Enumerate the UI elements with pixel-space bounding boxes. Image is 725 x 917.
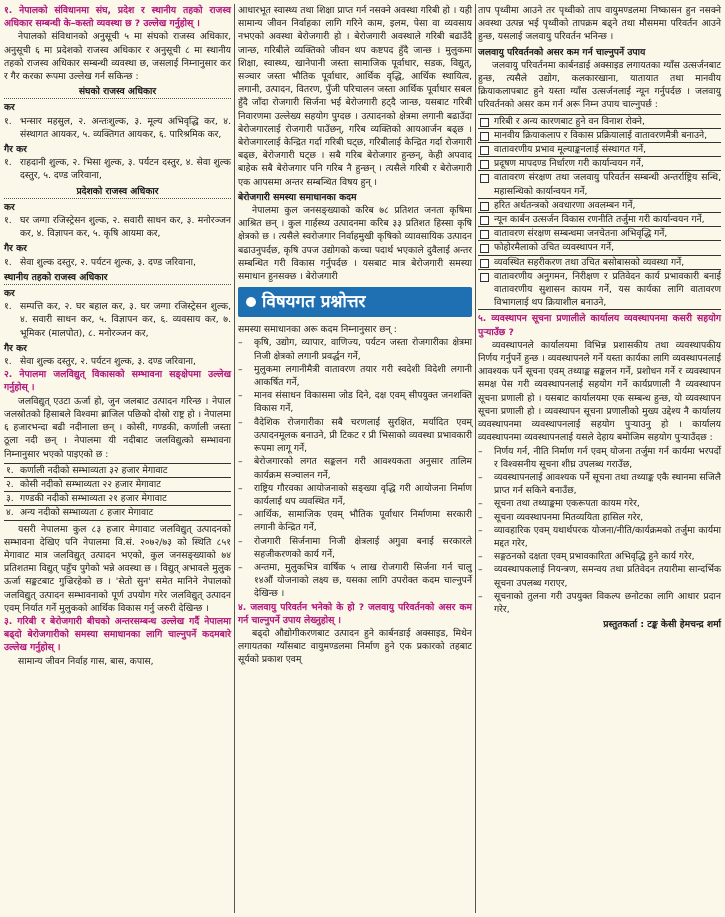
list-item: हरित अर्थतन्त्रको अवधारणा अवलम्बन गर्ने, (478, 199, 721, 213)
question-2: २. नेपालमा जलविद्युत् विकासको सम्भावना सङ्क्षेपमा उल्लेख गर्नुहोस् । (4, 369, 231, 394)
label-kar: कर (4, 102, 15, 114)
checkbox-icon (480, 230, 489, 239)
list-item: वातावरण संरक्षण तथा जलवायु परिवर्तन सम्बन्धी अन्तर्राष्ट्रिय सन्धि, महासन्धिको कार्यान्वयन गर्ने, (478, 171, 721, 198)
list-item: व्यवस्थित सहरीकरण तथा उचित बसोबासको व्यवस्था गर्ने, (478, 256, 721, 270)
bullet-icon (246, 297, 256, 307)
hydro-table (4, 463, 231, 521)
list-item: – आर्थिक, सामाजिक एवम् भौतिक पूर्वाधार निर्माणमा सरकारी लगानी केन्द्रित गर्ने, (238, 509, 472, 534)
list-item: – सूचना तथा तथ्याङ्कमा एकरूपता कायम गरेर, (478, 498, 640, 510)
list-item: मानवीय क्रियाकलाप र विकास प्रक्रियालाई वातावरणमैत्री बनाउने, (478, 129, 721, 143)
list-item: १. सेवा शुल्क दस्तुर, २. पर्यटन शुल्क, ३. दण्ड जरिवाना, (4, 256, 196, 268)
list-item: गरिबी र अन्य कारणबाट हुने वन विनाश रोक्ने, (478, 115, 721, 129)
list-item: – व्यवस्थापनलाई आवश्यक पर्ने सूचना तथा तथ्याङ्क एकै स्थानमा सजिलै प्राप्त गर्न सकिने बनाउँछ, (478, 471, 721, 497)
list-item: – व्यवस्थापकलाई नियन्त्रण, समन्वय तथा प्रतिवेदन तयारीमा सान्दर्भिक सूचना उपलब्ध गराएर, (478, 564, 721, 589)
paragraph: व्यवस्थापनले कार्यालयमा विभिन्न प्रशासकीय तथा व्यवस्थापकीय निर्णय गर्नुपर्ने हुन्छ । व्यवस्थापनले गर्ने यस्ता कार्यका लागि व्यवस्थापनलाई आवश्यक पर्ने सूचना एवम् तथ्याङ्क सङ्कलन गर्ने, प्रशोधन गर्ने र व्यवस्थापन समक्ष पेस गरी व्यवस्थापनलाई सहयोग गर्ने कार्यप्रणाली नै व्यवस्थापन सूचना प्रणाली हो । यसबाट कार्यालयमा एक सम्बन्ध हुन्छ, यो व्यवस्थापन सूचना प्रणाली हो । व्यवस्थापन सूचना प्रणालीको मुख्य उद्देश्य नै कार्यालय व्यवस्थापनमा व्यवस्थापनलाई सहयोग पुऱ्याउनु हो । कार्यालय व्यवस्थापनमा व्यवस्थापनलाई यसले देहाय बमोजिम सहयोग पुऱ्याउँदछ : (478, 339, 721, 444)
question-5: ५. व्यवस्थापन सूचना प्रणालीले कार्यालय व्यवस्थापनमा कसरी सहयोग पुऱ्याउँछ ? (478, 313, 721, 338)
list-item: – सूचना व्यवस्थापनमा मितव्ययिता हासिल गरेर, (478, 511, 644, 523)
checkbox-icon (480, 174, 489, 183)
heading-sangh: संघको राजस्व अधिकार (4, 85, 231, 99)
paragraph: आधारभूत स्वास्थ्य तथा शिक्षा प्राप्त गर्न नसक्ने अवस्था गरिबी हो । यही सामान्य जीवन निर्वाहका लागि गरिने काम, इलम, पेसा वा व्यवसाय नभएको अवस्था बेरोजगारी हो । बेरोजगारी अवस्थाले गरिबी बढाउँदै जान्छ, गरिबीले व्यक्तिको जीवन थप कष्टपद हुँदै जान्छ । मुलुकमा शिक्षा, स्वास्थ्य, खानेपानी जस्ता सामाजिक पूर्वाधार, सडक, विद्युत्, सञ्चार जस्ता भौतिक पूर्वाधार, आर्थिक वृद्धि, आर्थिक स्थायित्व, लगानी, उत्पादन, वितरण, पुँजी परिचालन जस्ता आर्थिक पूर्वाधार सबल हुँदै जाँदा रोजगारी सिर्जना भई बेरोजगारी हट्दै जान्छ, यसबाट गरिबी निवारणमा उल्लेख्य सहयोग पुग्दछ । उत्पादनको क्षेत्रमा लगानी बढाउँदा बेरोजगारलाई रोजगारी पाउँछन्, गरिब व्यक्तिको आयआर्जन बढ्छ । बेरोजगारलाई केन्द्रित गर्दा गरिबी घट्छ, गरिबीलाई केन्द्रित गर्दा रोजगारी बढ्छ, बेरोजगारी घट्छ । सबै गरिब बेरोजगार हुन्छन्, केही अपवाद बाहेक सबै बेरोजगार पनि गरिब नै हुन्छन् । त्यसैले गरिबी र बेरोजगारी एक आपसमा अन्तर सम्बन्धित विषय हुन् । (238, 5, 472, 188)
checkbox-icon (480, 244, 489, 253)
table-row: ३. गण्डकी नदीको सम्भाव्यता २१ हजार मेगावाट (4, 492, 231, 506)
table-row: ४. अन्य नदीको सम्भाव्यता ८ हजार मेगावाट (4, 506, 231, 520)
checkbox-icon (480, 132, 489, 141)
list-item: १. सेवा शुल्क दस्तुर, २. पर्यटन शुल्क, ३. दण्ड जरिवाना, (4, 356, 196, 368)
checkbox-icon (480, 273, 489, 282)
heading-sthaniya: स्थानीय तहको राजस्व अधिकार (4, 271, 231, 285)
paragraph: नेपालको संविधानको अनुसूची ५ मा संघको राजस्व अधिकार, अनुसूची ६ मा प्रदेशको राजस्व अधिकार र अनुसूची ८ मा स्थानीय तहको राजस्व अधिकार सम्बन्धी व्यवस्था छ, जसलाई निम्नानुसार कर र गैर करका रूपमा उल्लेख गर्न सकिन्छ : (4, 31, 231, 83)
table-row: २. कोसी नदीको सम्भाव्यता २२ हजार मेगावाट (4, 478, 231, 492)
heading-pradesh: प्रदेशको राजस्व अधिकार (4, 185, 231, 199)
heading-climate-steps: जलवायु परिवर्तनको असर कम गर्न चाल्नुपर्ने उपाय (478, 46, 646, 58)
checkbox-icon (480, 259, 489, 268)
list-item: – कृषि, उद्योग, व्यापार, वाणिज्य, पर्यटन जस्ता रोजगारीका क्षेत्रमा निजी क्षेत्रको लगानी प्रवर्द्धन गर्ने, (238, 337, 472, 362)
list-item: १. भन्सार महसुल, २. अन्तःशुल्क, ३. मूल्य अभिवृद्धि कर, ४. संस्थागत आयकर, ५. व्यक्तिगत आयकर, ६. पारिश्रमिक कर, (4, 115, 231, 140)
list-item: वातावरण संरक्षण सम्बन्धमा जनचेतना अभिवृद्धि गर्ने, (478, 227, 721, 241)
label-kar: कर (4, 288, 15, 300)
heading-unemployment-steps: बेरोजगारी समस्या समाधानका कदम (238, 191, 357, 203)
paragraph: जलविद्युत् एउटा ऊर्जा हो, जुन जलबाट उत्पादन गरिन्छ । नेपाल जलस्रोतको हिसाबले विश्वमा ब्राजिल पछिको दोस्रो राष्ट्र हो । नेपालमा ६ हजारभन्दा बढी नदीनाला छन् । कोसी, गण्डकी, कर्णाली जस्ता ठूला नदी छन् । नेपालमा यी नदीबाट जलविद्युत्को सम्भावना निम्नानुसार भएको पाइएको छ : (4, 395, 231, 460)
column-1 (4, 4, 231, 668)
checkbox-icon (480, 146, 489, 155)
list-item: १. राहदानी शुल्क, २. भिसा शुल्क, ३. पर्यटन दस्तुर, ४. सेवा शुल्क दस्तुर, ५. दण्ड जरिवाना, (4, 157, 231, 182)
table-row: १. कर्णाली नदीको सम्भाव्यता ३२ हजार मेगावाट (4, 464, 231, 478)
list-item: – निर्णय गर्न, नीति निर्माण गर्न एवम् योजना तर्जुमा गर्न कार्यमा भरपर्दो र विश्वसनीय सूचना शीघ्र उपलब्ध गराउँछ, (478, 445, 721, 470)
list-item: न्यून कार्बन उत्सर्जन विकास रणनीति तर्जुमा गरी कार्यान्वयन गर्ने, (478, 213, 721, 227)
checkbox-icon (480, 160, 489, 169)
label-gaikar: गैर कर (4, 342, 27, 354)
paragraph: समस्या समाधानका अरू कदम निम्नानुसार छन् : (238, 324, 397, 336)
paragraph: नेपालमा कुल जनसङ्ख्याको करिब ७८ प्रतिशत जनता कृषिमा आश्रित छन् । कुल गार्हस्थ्य उत्पादनमा करिब ३३ प्रतिशत हिस्सा कृषि क्षेत्रको छ । त्यसैले स्वरोजगार निर्वाहमुखी कृषिको व्यावसायिक उत्पादन बढाउनुपर्दछ, कृषि उपज उद्योगको कच्चा पदार्थ भएकाले दुवैलाई अन्तर सम्बन्धित गरी विकास गर्नुपर्दछ । यसबाट मात्र बेरोजगारी समस्या समाधान हुनसक्छ । बेरोजगारी (238, 205, 472, 283)
list-item: – सङ्गठनको दक्षता एवम् प्रभावकारिता अभिवृद्धि हुने कार्य गरेर, (478, 551, 695, 563)
list-item: – रोजगारी सिर्जनामा निजी क्षेत्रलाई अगुवा बनाई सरकारले सहजीकरणको कार्य गर्ने, (238, 535, 472, 560)
column-3 (478, 4, 721, 631)
list-item: – मुलुकमा लगानीमैत्री वातावरण तयार गरी स्वदेशी विदेशी लगानी आकर्षित गर्ने, (238, 363, 472, 389)
list-item: – अन्तमा, मुलुकभित्र वार्षिक ५ लाख रोजगारी सिर्जना गर्न चालु १४औं योजनाको लक्ष्य छ, यसका लागि उपरोक्त कदम चाल्नुपर्ने देखिन्छ । (238, 561, 472, 600)
list-item: – व्यावहारिक एवम् यथार्थपरक योजना/नीति/कार्यक्रमको तर्जुमा कार्यमा मद्दत गरेर, (478, 524, 721, 549)
list-item: – राष्ट्रिय गौरवका आयोजनाको सङ्ख्या वृद्धि गरी आयोजना निर्माण कार्यलाई थप व्यवस्थित गर्ने, (238, 482, 472, 507)
section-banner: विषयगत प्रश्नोत्तर (238, 287, 472, 317)
checkbox-icon (480, 202, 489, 211)
label-kar: कर (4, 201, 15, 213)
list-item: वातावरणीय अनुगमन, निरीक्षण र प्रतिवेदन कार्य प्रभावकारी बनाई वातावरणीय सुशासन कायम गर्ने, यस कार्यका लागि वातावरण विभागलाई थप क्रियाशील बनाउने, (478, 270, 721, 311)
column-divider (475, 4, 476, 913)
column-divider (234, 4, 235, 913)
list-item: – वैदेशिक रोजगारीका सबै चरणलाई सुरक्षित, मर्यादित एवम् उत्पादनमूलक बनाउने, प्री टिकट र प्री भिसाको व्यवस्था प्रभावकारी रूपमा लागू गर्ने, (238, 416, 472, 455)
checklist (478, 114, 721, 311)
list-item: – सूचनाको तुलना गरी उपयुक्त विकल्प छनोटका लागि आधार प्रदान गरेर, (478, 590, 721, 615)
paragraph: जलवायु परिवर्तनमा कार्बनडाई अक्साइड लगायतका ग्याँस उत्सर्जनबाट हुन्छ, त्यसैले उद्योग, कलकारखाना, यातायात तथा मानवीय क्रियाकलापबाट हुने यस्ता ग्याँस उत्सर्जनलाई न्यून गर्नुपर्दछ । जलवायु परिवर्तनको असर कम गर्न अरू निम्न उपाय चाल्नुपर्छ : (478, 59, 721, 111)
question-4: ४. जलवायु परिवर्तन भनेको के हो ? जलवायु परिवर्तनको असर कम गर्न चाल्नुपर्ने उपाय लेख्नुहोस् । (238, 601, 472, 626)
question-3: ३. गरिबी र बेरोजगारी बीचको अन्तरसम्बन्ध उल्लेख गर्दै नेपालमा बढ्दो बेरोजगारीको समस्या समाधानका लागि चाल्नुपर्ने कदमबारे उल्लेख गर्नुहोस् । (4, 615, 231, 654)
column-2 (238, 4, 472, 667)
label-gaikar: गैर कर (4, 243, 27, 255)
checkbox-icon (480, 118, 489, 127)
list-item: – बेरोजगारको लगत सङ्कलन गरी आवश्यकता अनुसार तालिम कार्यक्रम सञ्चालन गर्ने, (238, 456, 472, 481)
author-credit: प्रस्तुतकर्ता : टङ्क केसी हेमचन्द्र शर्मा (603, 619, 721, 631)
list-item: वातावरणीय प्रभाव मूल्याङ्कनलाई संस्थागत गर्ने, (478, 143, 721, 157)
list-item: प्रदूषण मापदण्ड निर्धारण गरी कार्यान्वयन गर्ने, (478, 157, 721, 171)
question-1: १. नेपालको संविधानमा संघ, प्रदेश र स्थानीय तहको राजस्व अधिकार सम्बन्धी के–कस्तो व्यवस्था छ ? उल्लेख गर्नुहोस् । (4, 5, 231, 30)
label-gaikar: गैर कर (4, 144, 27, 156)
checkbox-icon (480, 216, 489, 225)
list-item: फोहोरमैलाको उचित व्यवस्थापन गर्ने, (478, 241, 721, 255)
list-item: १. घर जग्गा रजिस्ट्रेसन शुल्क, २. सवारी साधन कर, ३. मनोरञ्जन कर, ४. विज्ञापन कर, ५. कृषि आयमा कर, (4, 215, 231, 240)
paragraph: सामान्य जीवन निर्वाह गास, बास, कपास, (18, 655, 154, 667)
paragraph: यसरी नेपालमा कुल ८३ हजार मेगावाट जलविद्युत् उत्पादनको सम्भावना देखिए पनि नेपालमा वि.सं. २०७२/७३ को स्थिति ८५१ मेगावाट मात्र जलविद्युत् उत्पादन भएको, कुल जनसङ्ख्याको ७४ प्रतिशतमा विद्युत् पहुँच पुगेको भन्ने अवस्था छ । विद्युत् अभावले मुलुक ऊर्जा सङ्कटबाट गुज्रिरहेको छ । 'सेतो सुन' समेत मानिने नेपालको जलविद्युत् उत्पादन सम्भावनाको पूर्ण उपयोग गरेर जलविद्युत् उत्पादन एवम् निर्यात गर्ने मुलुकको आर्थिक विकास गर्नु जरुरी देखिन्छ । (4, 523, 231, 614)
list-item: १. सम्पत्ति कर, २. घर बहाल कर, ३. घर जग्गा रजिस्ट्रेसन शुल्क, ४. सवारी साधन कर, ५. विज्ञापन कर, ६. व्यवसाय कर, ७. भूमिकर (मालपोत), ८. मनोरञ्जन कर, (4, 301, 231, 339)
paragraph: ताप पृथ्वीमा आउने तर पृथ्वीको ताप वायुमण्डलमा निष्कासन हुन नसक्ने अवस्था उत्पन्न भई पृथ्वीको तापक्रम बढ्ने तथा मौसममा परिवर्तन आउने हुन्छ, यसलाई जलवायु परिवर्तन भनिन्छ । (478, 5, 721, 43)
paragraph: बढ्दो औद्योगीकरणबाट उत्पादन हुने कार्बनडाई अक्साइड, मिथेन लगायतका ग्याँसबाट वायुमण्डलमा निर्माण हुने एक प्रकारको तहबाट सूर्यको प्रकाश एवम् (238, 627, 472, 666)
list-item: – मानव संसाधन विकासमा जोड दिने, दक्ष एवम् सीपयुक्त जनशक्ति विकास गर्ने, (238, 390, 472, 415)
